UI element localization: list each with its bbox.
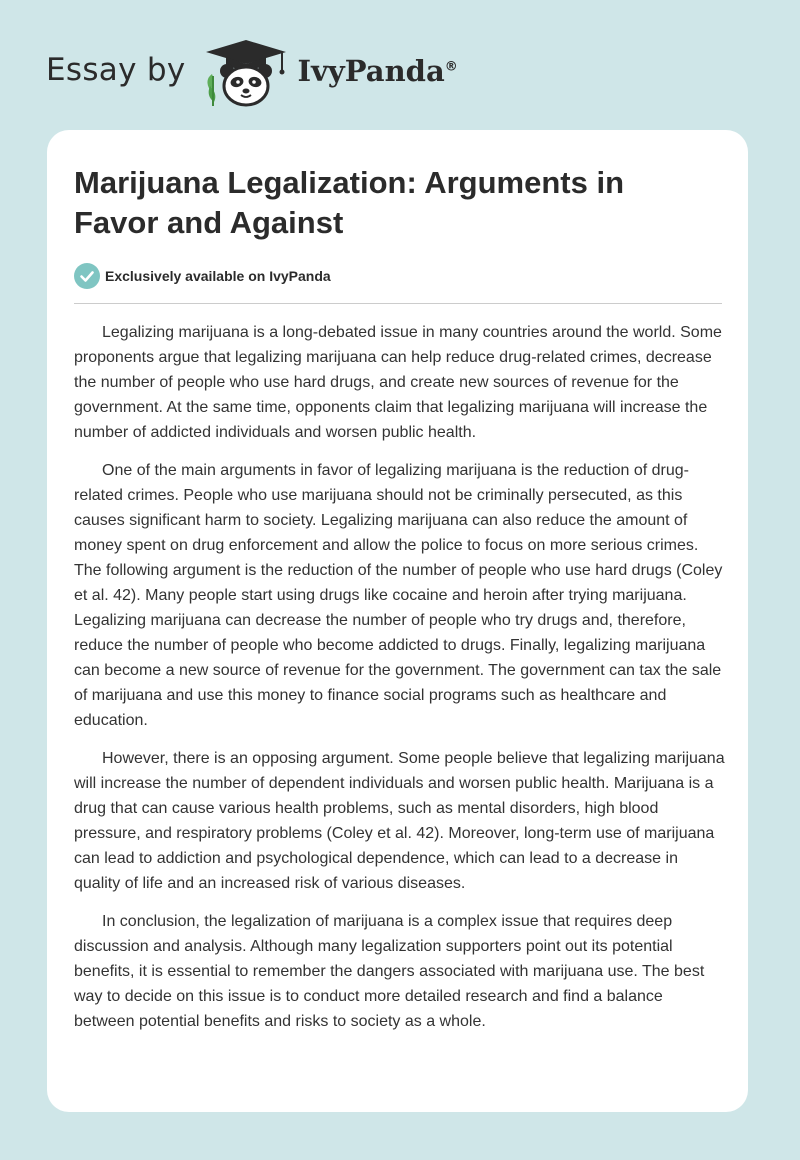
essay-body [74,320,726,1047]
brand-name[interactable] [298,54,458,88]
essay-by-label: Essay by [46,52,186,88]
check-circle-icon [74,263,100,289]
panda-logo-icon[interactable] [200,36,292,108]
paragraph: In conclusion, the legalization of marijuana is a complex issue that requires deep discussion and analysis. Although many legalization supporters point out its potential benefits, it is essential to remember the dangers associated with marijuana use. The best way to decide on this issue is to conduct more detailed research and find a balance between potential benefits and risks to society as a whole. [74,913,705,1030]
paragraph: One of the main arguments in favor of legalizing marijuana is the reduction of drug-related crimes. People who use marijuana should not be criminally persecuted, as this causes significant harm to society. Legalizing marijuana can also reduce the amount of money spent on drug enforcement and allow the police to focus on more serious crimes. The following argument is the reduction of the number of people who use hard drugs (Coley et al. 42). Many people start using drugs like cocaine and heroin after trying marijuana. Legalizing marijuana can decrease the number of people who try drugs and, therefore, reduce the number of people who become addicted to drugs. Finally, legalizing marijuana can become a new source of revenue for the government. The government can tax the sale of marijuana and use this money to finance social programs such as healthcare and education. [74,462,723,729]
essay-card [47,130,748,1112]
essay-title: Marijuana Legalization: Arguments in Favor and Against [74,165,625,240]
paragraph: Legalizing marijuana is a long-debated issue in many countries around the world. Some proponents argue that legalizing marijuana can help reduce drug-related crimes, decrease the number of people who use hard drugs, and create new sources of revenue for the government. At the same time, opponents claim that legalizing marijuana will increase the number of addicted individuals and worsen public health. [74,324,722,441]
exclusive-badge [74,263,331,289]
title-divider [74,303,722,304]
exclusive-badge-text: Exclusively available on IvyPanda [105,268,331,284]
paragraph: However, there is an opposing argument. Some people believe that legalizing marijuana will increase the number of dependent individuals and worsen public health. Marijuana is a drug that can cause various health problems, such as mental disorders, high blood pressure, and respiratory problems (Coley et al. 42). Moreover, long-term use of marijuana can lead to addiction and psychological dependence, which can lead to a decrease in quality of life and an increased risk of various diseases. [74,750,725,892]
registered-mark: ® [444,59,458,75]
site-header [46,36,458,108]
brand-name-text: IvyPanda [297,54,445,88]
